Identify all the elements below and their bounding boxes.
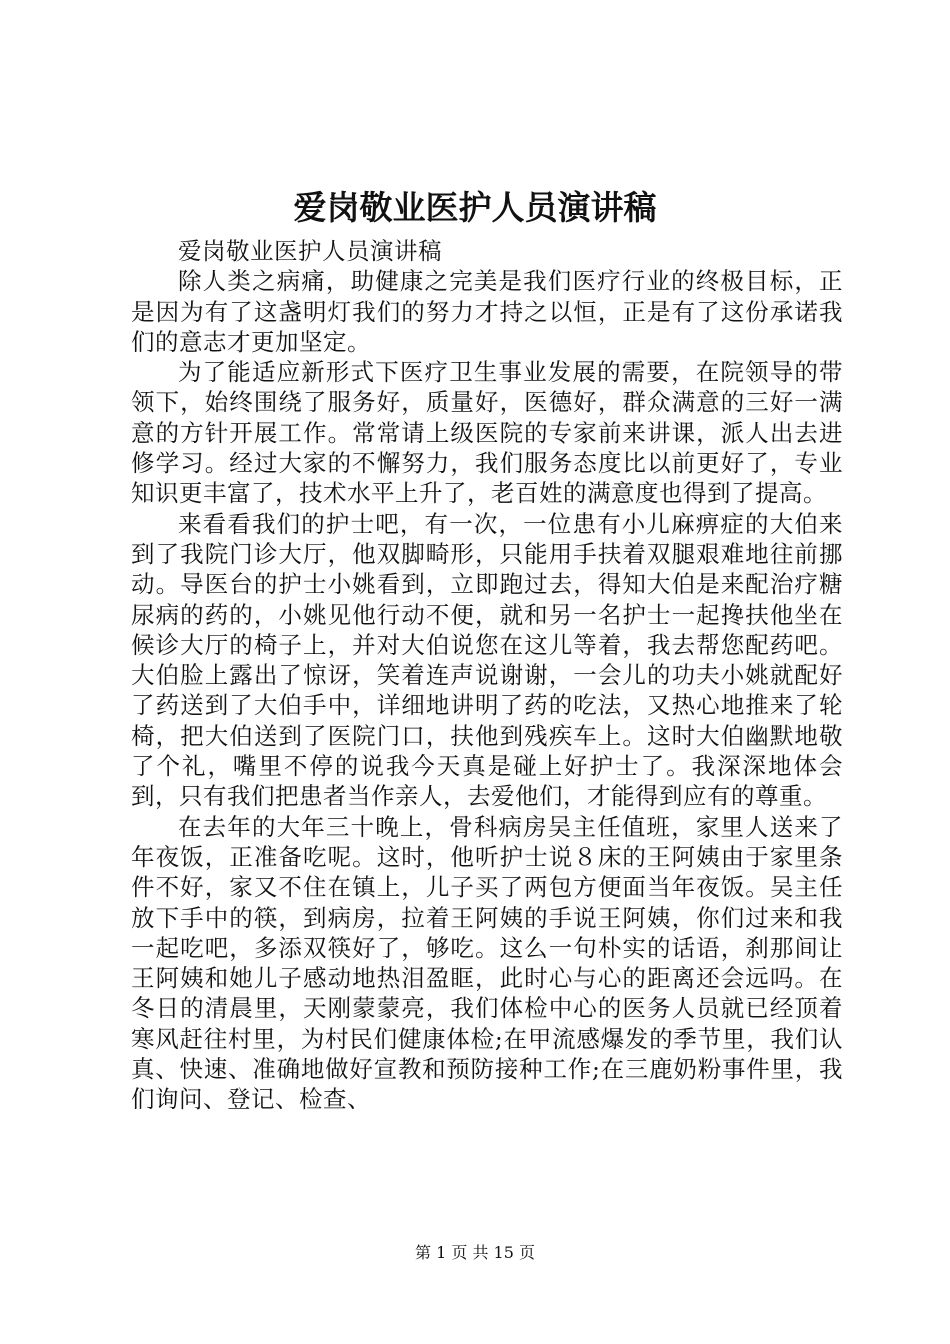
paragraph: 来看看我们的护士吧，有一次，一位患有小儿麻痹症的大伯来到了我院门诊大厅，他双脚畸形，只能用手扶着双腿艰难地往前挪动。导医台的护士小姚看到，立即跑过去，得知大伯是来配治疗糖尿病的药的，小姚见他行动不便，就和另一名护士一起搀扶他坐在候诊大厅的椅子上，并对大伯说您在这儿等着，我去帮您配药吧。大伯脸上露出了惊讶，笑着连声说谢谢，一会儿的功夫小姚就配好了药送到了大伯手中，详细地讲明了药的吃法，又热心地推来了轮椅，把大伯送到了医院门口，扶他到残疾车上。这时大伯幽默地敬了个礼，嘴里不停的说我今天真是碰上好护士了。我深深地体会到，只有我们把患者当作亲人，去爱他们，才能得到应有的尊重。 (131, 509, 843, 811)
paragraph: 在去年的大年三十晚上，骨科病房吴主任值班，家里人送来了年夜饭，正准备吃呢。这时，他听护士说８床的王阿姨由于家里条件不好，家又不住在镇上，儿子买了两包方便面当年夜饭。吴主任放下手中的筷，到病房，拉着王阿姨的手说王阿姨，你们过来和我一起吃吧，多添双筷好了，够吃。这么一句朴实的话语，刹那间让王阿姨和她儿子感动地热泪盈眶，此时心与心的距离还会远吗。在冬日的清晨里，天刚蒙蒙亮，我们体检中心的医务人员就已经顶着寒风赶往村里，为村民们健康体检;在甲流感爆发的季节里，我们认真、快速、准确地做好宣教和预防接种工作;在三鹿奶粉事件里，我们询问、登记、检查、 (131, 812, 843, 1114)
paragraph-subtitle: 爱岗敬业医护人员演讲稿 (178, 237, 442, 265)
paragraph: 为了能适应新形式下医疗卫生事业发展的需要，在院领导的带领下，始终围绕了服务好，质量好，医德好，群众满意的三好一满意的方针开展工作。常常请上级医院的专家前来讲课，派人出去进修学习。经过大家的不懈努力，我们服务态度比以前更好了，专业知识更丰富了，技术水平上升了，老百姓的满意度也得到了提高。 (131, 358, 843, 508)
paragraph: 除人类之病痛，助健康之完美是我们医疗行业的终极目标，正是因为有了这盏明灯我们的努力才持之以恒，正是有了这份承诺我们的意志才更加坚定。 (131, 267, 843, 356)
document-body (131, 236, 843, 1115)
page-footer: 第 1 页 共 15 页 (415, 1243, 535, 1262)
page-title: 爱岗敬业医护人员演讲稿 (293, 188, 657, 227)
